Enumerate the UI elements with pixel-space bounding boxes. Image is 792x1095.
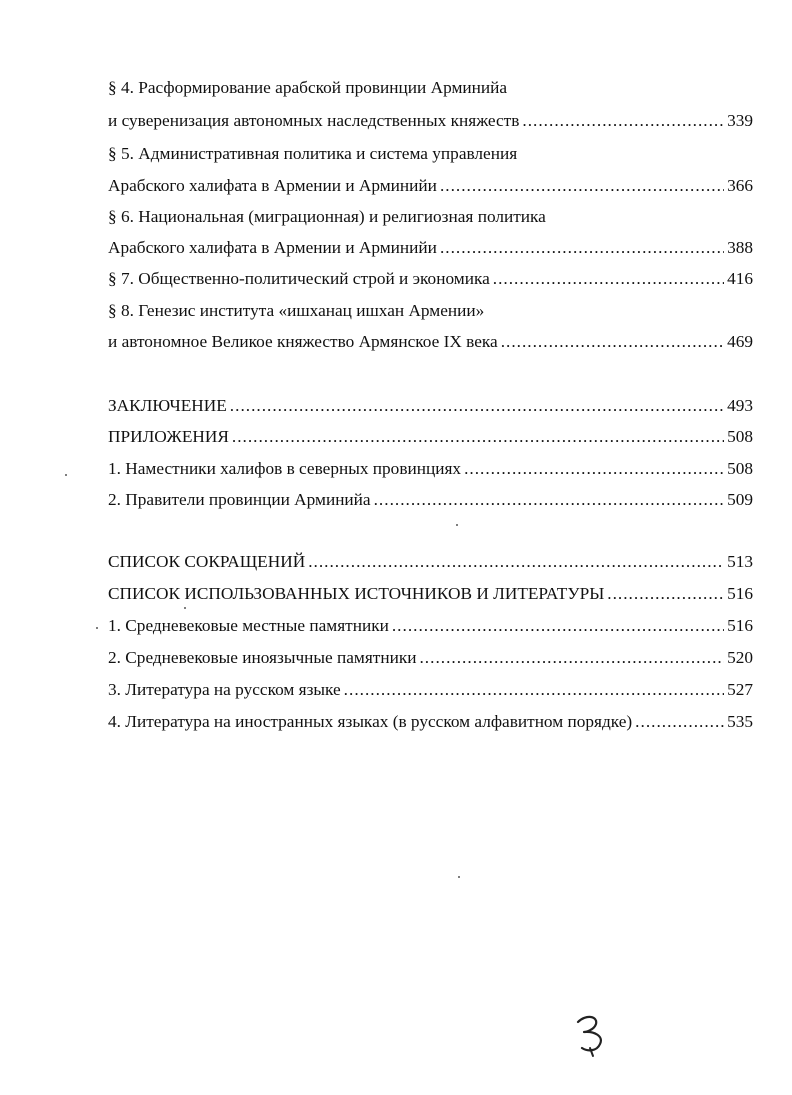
leader-dots [232, 425, 724, 449]
toc-entry-sources-3[interactable] [108, 678, 753, 702]
leader-dots [501, 330, 724, 354]
toc-entry-text: § 7. Общественно-политический строй и экономика [108, 269, 490, 288]
leader-dots [464, 457, 724, 481]
leader-dots [419, 646, 724, 670]
toc-entry-appendix-1[interactable] [108, 457, 753, 481]
toc-entry-sources[interactable] [108, 582, 753, 606]
toc-entry-sources-1[interactable] [108, 614, 753, 638]
toc-page-number: 516 [727, 584, 753, 603]
toc-page-number: 469 [727, 332, 753, 351]
toc-heading-text: § 8. Генезис института «ишханац ишхан Армении» [108, 301, 485, 320]
leader-dots [308, 550, 724, 574]
toc-heading-section-8 [108, 299, 753, 323]
handwritten-page-number [568, 1010, 618, 1058]
scan-speck [184, 607, 186, 609]
leader-dots [635, 710, 724, 734]
toc-entry-text: 1. Средневековые местные памятники [108, 616, 389, 635]
toc-entry-text: СПИСОК СОКРАЩЕНИЙ [108, 552, 306, 571]
leader-dots [230, 394, 724, 418]
toc-entry-text: ЗАКЛЮЧЕНИЕ [108, 396, 227, 415]
handwritten-page-number-text: 3 [568, 1010, 569, 1011]
leader-dots [344, 678, 724, 702]
toc-entry-text: Арабского халифата в Армении и Арминийи [108, 176, 437, 195]
toc-page-number: 535 [727, 712, 753, 731]
toc-page-number: 508 [727, 459, 753, 478]
toc-entry-section-8[interactable] [108, 330, 753, 354]
leader-dots [374, 488, 724, 512]
toc-heading-section-5 [108, 142, 753, 166]
toc-page-number: 388 [727, 238, 753, 257]
toc-entry-appendix-2[interactable] [108, 488, 753, 512]
toc-entry-sources-4[interactable] [108, 710, 753, 734]
toc-entry-text: 1. Наместники халифов в северных провинциях [108, 459, 462, 478]
toc-entry-text: 3. Литература на русском языке [108, 680, 341, 699]
toc-entry-section-5[interactable] [108, 174, 753, 198]
toc-page-number: 508 [727, 427, 753, 446]
scan-speck [458, 876, 460, 878]
toc-entry-text: и суверенизация автономных наследственных княжеств [108, 111, 520, 130]
scan-speck [65, 474, 67, 476]
toc-page-number: 366 [727, 176, 753, 195]
toc-entry-text: СПИСОК ИСПОЛЬЗОВАННЫХ ИСТОЧНИКОВ И ЛИТЕРАТУРЫ [108, 584, 605, 603]
toc-entry-appendices[interactable] [108, 425, 753, 449]
leader-dots [493, 267, 724, 291]
toc-entry-abbreviations[interactable] [108, 550, 753, 574]
toc-entry-text: 2. Средневековые иноязычные памятники [108, 648, 417, 667]
toc-entry-text: и автономное Великое княжество Армянское IX века [108, 332, 498, 351]
toc-page-number: 493 [727, 396, 753, 415]
toc-entry-text: 4. Литература на иностранных языках (в русском алфавитном порядке) [108, 712, 633, 731]
toc-heading-section-6 [108, 205, 753, 229]
toc-entry-sources-2[interactable] [108, 646, 753, 670]
toc-page-number: 416 [727, 269, 753, 288]
toc-entry-conclusion[interactable] [108, 394, 753, 418]
leader-dots [440, 174, 724, 198]
scan-speck [456, 524, 458, 526]
leader-dots [522, 109, 724, 133]
toc-page-number: 520 [727, 648, 753, 667]
toc-heading-section-4 [108, 76, 753, 100]
leader-dots [440, 236, 724, 260]
toc-page-number: 339 [727, 111, 753, 130]
toc-heading-text: § 5. Административная политика и система управления [108, 144, 518, 163]
toc-entry-text: ПРИЛОЖЕНИЯ [108, 427, 229, 446]
leader-dots [392, 614, 724, 638]
toc-entry-section-4[interactable] [108, 109, 753, 133]
toc-page-number: 513 [727, 552, 753, 571]
toc-heading-text: § 6. Национальная (миграционная) и религиозная политика [108, 207, 546, 226]
toc-entry-section-6[interactable] [108, 236, 753, 260]
toc-entry-text: 2. Правители провинции Арминийа [108, 490, 371, 509]
toc-entry-text: Арабского халифата в Армении и Арминийи [108, 238, 437, 257]
toc-heading-text: § 4. Расформирование арабской провинции Арминийа [108, 78, 508, 97]
toc-page-number: 509 [727, 490, 753, 509]
toc-entry-section-7[interactable] [108, 267, 753, 291]
leader-dots [607, 582, 724, 606]
scan-speck [96, 627, 98, 629]
toc-page-number: 527 [727, 680, 753, 699]
toc-page-number: 516 [727, 616, 753, 635]
